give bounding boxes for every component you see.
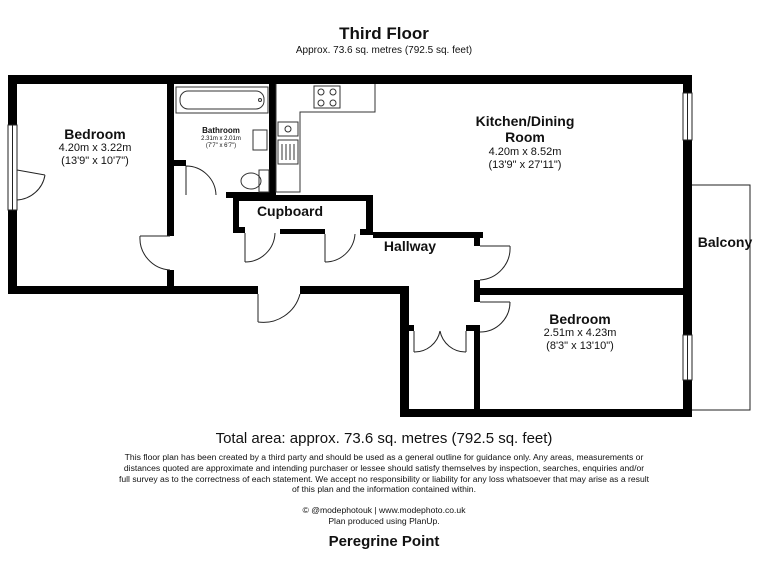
balcony-outline bbox=[686, 185, 750, 410]
bedroom2-dim-imperial: (8'3" x 13'10") bbox=[546, 340, 614, 352]
bedroom1-dim-metric: 4.20m x 3.22m bbox=[58, 142, 132, 154]
floor-title: Third Floor bbox=[339, 24, 429, 43]
planup-credit: Plan produced using PlanUp. bbox=[328, 516, 440, 526]
kitchen-dim-imperial: (13'9" x 27'11") bbox=[488, 159, 562, 171]
floor-area-subtitle: Approx. 73.6 sq. metres (792.5 sq. feet) bbox=[295, 45, 473, 56]
bedroom2-dim-metric: 2.51m x 4.23m bbox=[543, 327, 617, 339]
kitchen-dim-metric: 4.20m x 8.52m bbox=[488, 146, 562, 158]
kitchen-name-line2: Room bbox=[505, 129, 545, 145]
disclaimer-text: This floor plan has been created by a third party and should be used as a general outline for guidance only. Any areas, measurements or distances quoted are approximate and intending purchaser or lessee should satisfy themselves by inspection, searches, enquiries and/or full survey as to the correctness of each statement. We accept no responsibility or liability for any loss whatsoever that may arise as a result of this plan and the information contained within. bbox=[118, 452, 650, 495]
balcony-name: Balcony bbox=[697, 234, 753, 250]
kitchen-name-line1: Kitchen/Dining bbox=[475, 113, 575, 129]
credit-line: © @modephotouk | www.modephoto.co.uk bbox=[302, 505, 466, 515]
bedroom2-name: Bedroom bbox=[549, 311, 611, 327]
hallway-name: Hallway bbox=[383, 238, 437, 254]
total-area: Total area: approx. 73.6 sq. metres (792.5 sq. feet) bbox=[215, 430, 553, 447]
property-name: Peregrine Point bbox=[328, 533, 440, 550]
bathroom-name: Bathroom bbox=[202, 126, 240, 135]
cupboard-name: Cupboard bbox=[256, 203, 324, 219]
bedroom1-dim-imperial: (13'9" x 10'7") bbox=[61, 155, 129, 167]
bathroom-dim-metric: 2.31m x 2.01m bbox=[201, 136, 241, 142]
bathroom-dim-imperial: (7'7" x 6'7") bbox=[205, 143, 237, 149]
bedroom1-name: Bedroom bbox=[64, 126, 126, 142]
